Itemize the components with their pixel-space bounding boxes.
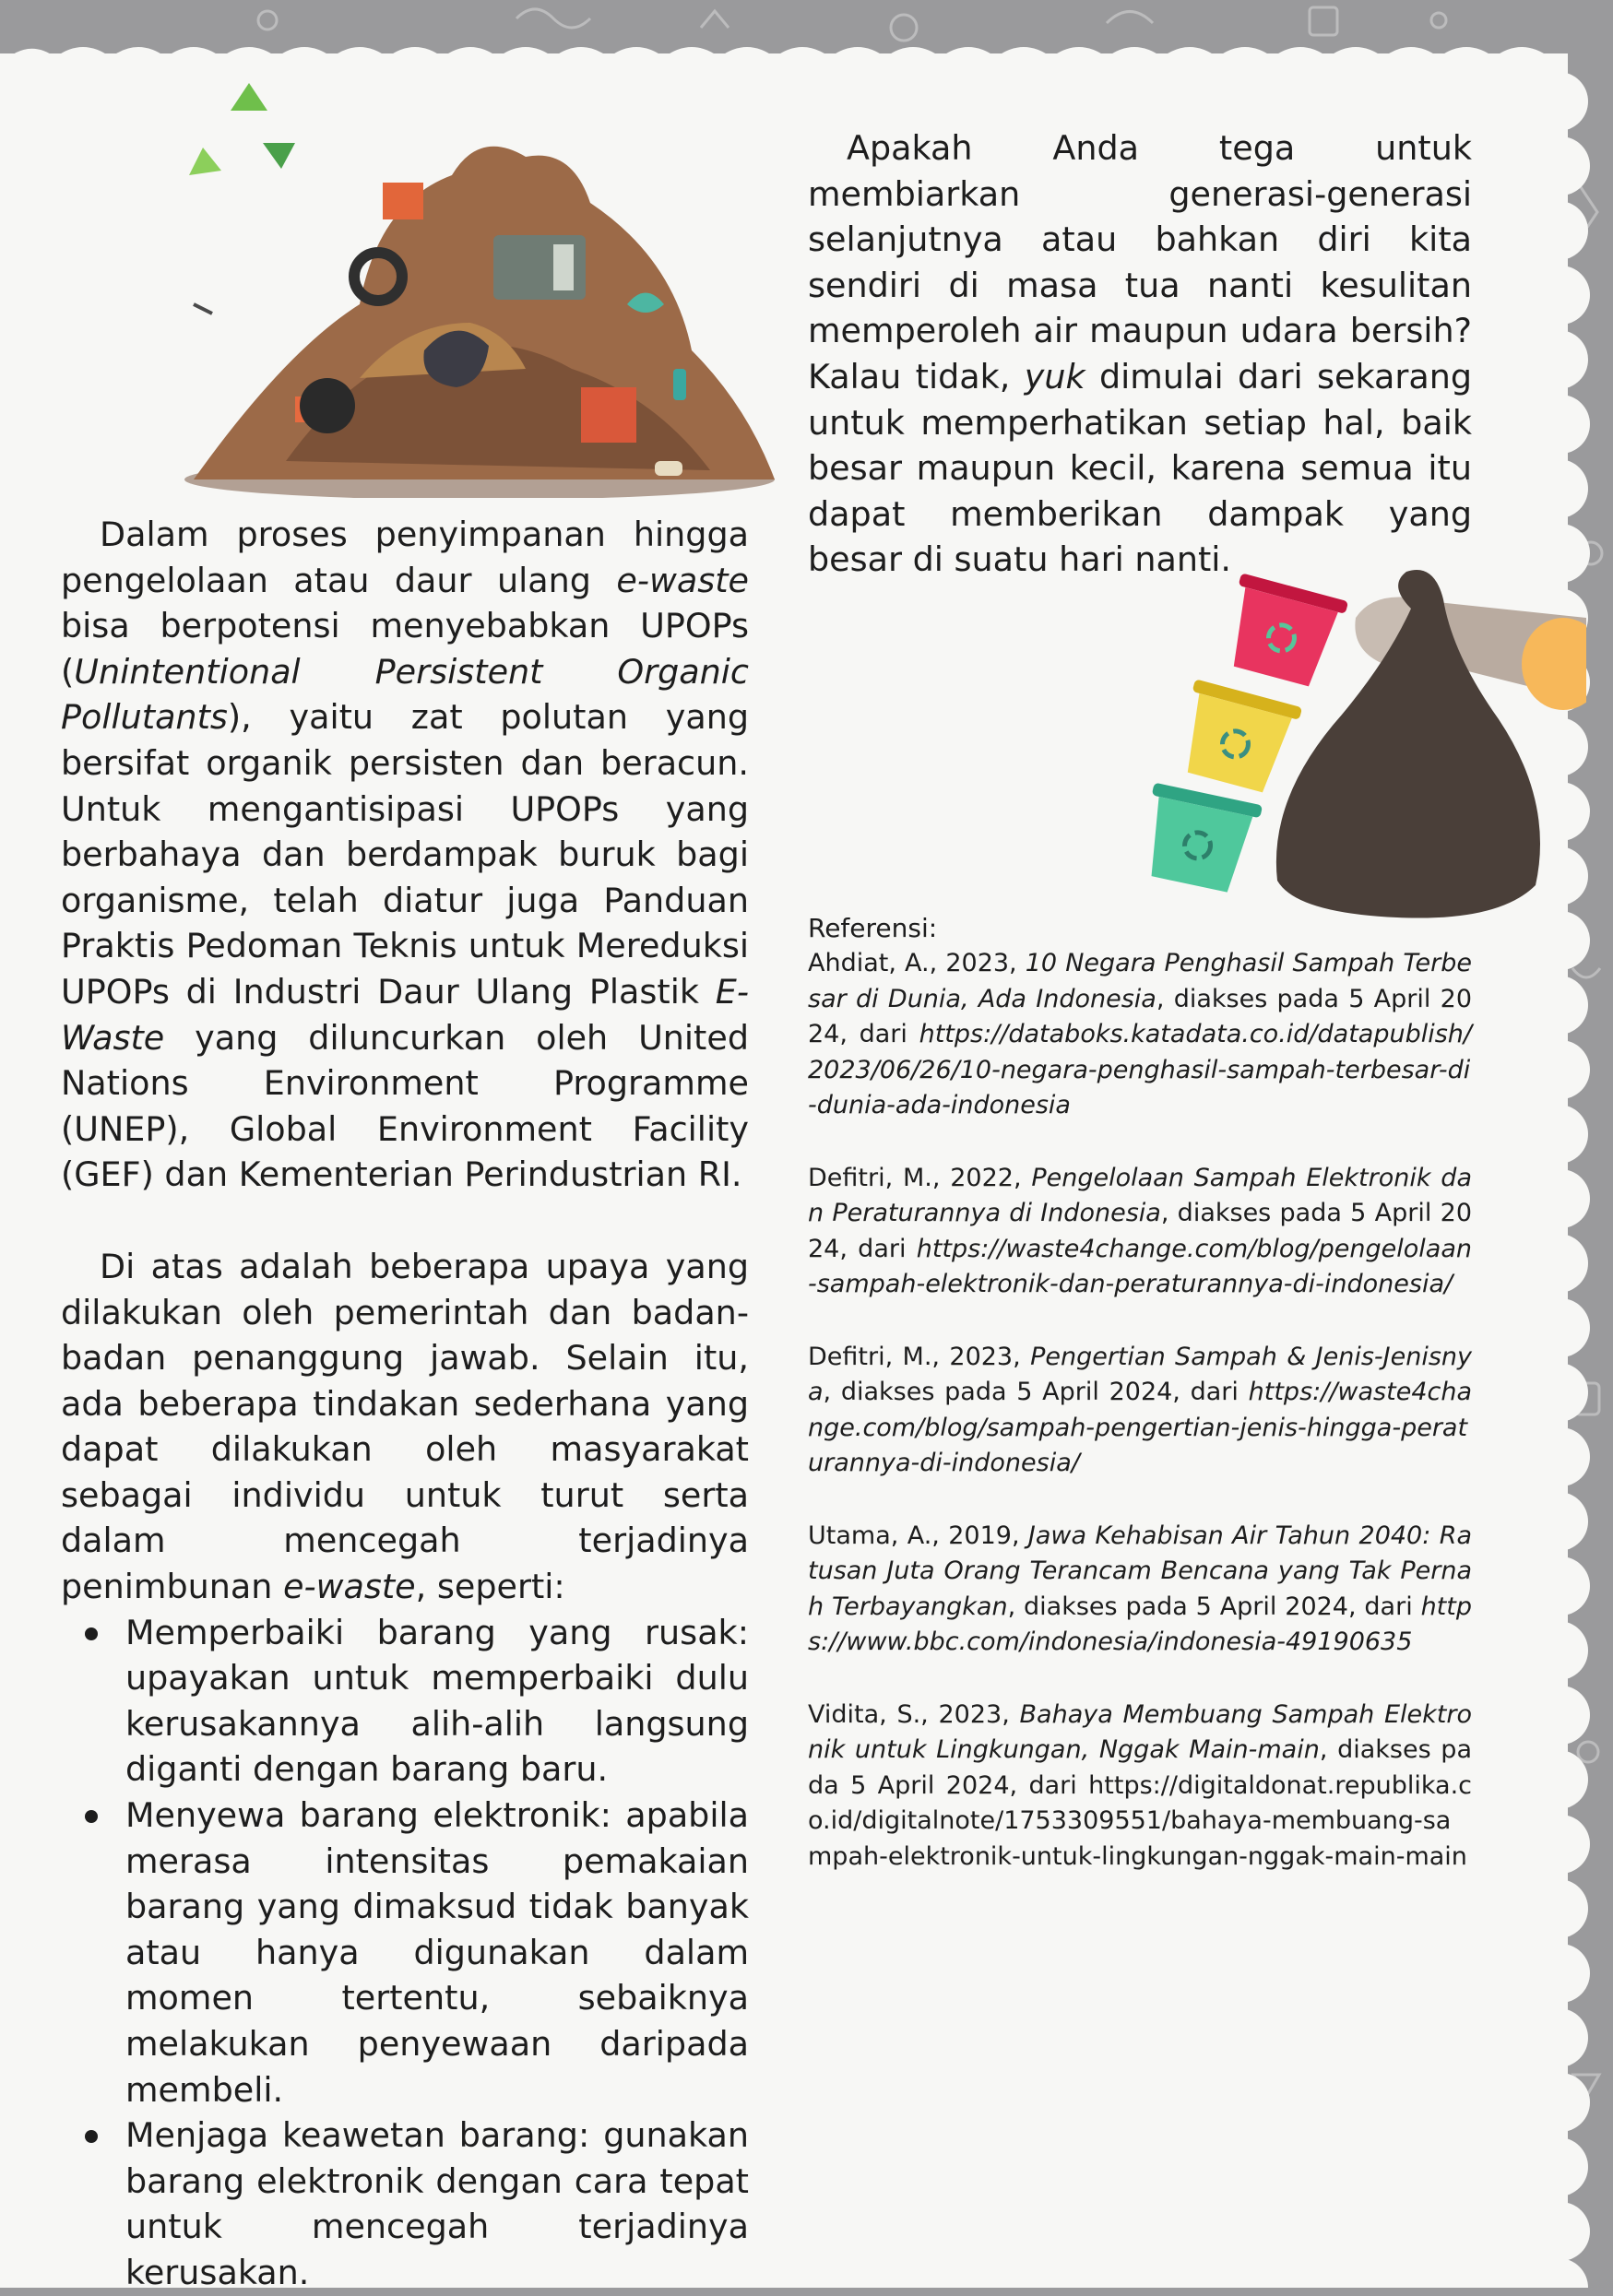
ref-author: Defitri, M., 2023, <box>808 1342 1031 1371</box>
ref-title: Bahaya Membuang Sampah Elektronik untuk Lingkungan, Nggak Main-main <box>808 1699 1472 1764</box>
reference-item <box>808 1161 1472 1303</box>
ref-title: Pengertian Sampah & Jenis-Jenisnya <box>808 1342 1472 1406</box>
ref-access: , diakses pada 5 April 2024, dari <box>808 1199 1472 1263</box>
list-item <box>125 1610 749 1793</box>
ref-title: Jawa Kehabisan Air Tahun 2040: Ratusan Juta Orang Terancam Bencana yang Tak Pernah Terbayangkan <box>808 1521 1473 1621</box>
garbage-heap-illustration <box>175 74 784 498</box>
text-fragment: bisa berpotensi menyebabkan UPOPs ( <box>61 606 749 692</box>
text-fragment: Apakah Anda tega untuk membiarkan generasi-generasi selanjutnya atau bahkan diri kita sendiri di masa tua nanti kesulitan memperoleh air maupun udara bersih? Kalau tidak, <box>808 128 1472 396</box>
text-fragment: ), yaitu zat polutan yang bersifat organik persisten dan beracun. Untuk mengantisipasi UPOPs yang berbahaya dan berdampak buruk bagi organisme, telah diatur juga Panduan Praktis Pedoman Teknis untuk Mereduksi UPOPs di Industri Daur Ulang Plastik <box>61 697 749 1012</box>
reference-item <box>808 1698 1472 1876</box>
text-fragment: , seperti: <box>415 1567 565 1607</box>
ref-access: , diakses pada 5 April 2024, dari <box>1007 1592 1421 1621</box>
bullet-icon <box>85 2130 98 2143</box>
ref-link[interactable]: https://www.bbc.com/indonesia/indonesia-49190635 <box>808 1592 1472 1656</box>
list-item <box>125 2113 749 2295</box>
ref-link[interactable]: https://databoks.katadata.co.id/datapublish/2023/06/26/10-negara-penghasil-sampah-terbesar-di-dunia-ada-indonesia <box>808 1020 1472 1119</box>
text-fragment: Dalam proses penyimpanan hingga pengelolaan atau daur ulang <box>61 515 749 600</box>
ref-author: Ahdiat, A., 2023, <box>808 949 1026 977</box>
reference-item <box>808 946 1472 1124</box>
left-column <box>61 512 749 2296</box>
spacer <box>61 1198 749 1244</box>
right-column <box>808 125 1472 583</box>
text-fragment: yang diluncurkan oleh United Nations Environment Programme (UNEP), Global Environment Facility (GEF) dan Kementerian Perindustrian RI. <box>61 1017 749 1195</box>
text-fragment: Di atas adalah beberapa upaya yang dilakukan oleh pemerintah dan badan-badan penanggung jawab. Selain itu, ada beberapa tindakan sederhana yang dapat dilakukan oleh masyarakat sebagai individu untuk turut serta dalam mencegah terjadinya penimbunan <box>61 1246 749 1607</box>
italic-term: e-waste <box>283 1567 416 1607</box>
list-item-text: Memperbaiki barang yang rusak: upayakan untuk memperbaiki dulu kerusakannya alih-alih langsung diganti dengan barang baru. <box>125 1612 749 1790</box>
ref-author: Defitri, M., 2022, <box>808 1163 1032 1192</box>
recycle-bins-illustration <box>1107 562 1586 922</box>
italic-term: E-Waste <box>61 971 749 1058</box>
ref-link[interactable]: https://digitaldonat.republika.co.id/digitalnote/1753309551/bahaya-membuang-sampah-elektronik-untuk-lingkungan-nggak-main-main <box>808 1770 1472 1871</box>
references-heading: Referensi: <box>808 913 938 943</box>
ref-access: , diakses pada 5 April 2024, dari <box>808 1735 1472 1800</box>
ref-link[interactable]: https://waste4change.com/blog/sampah-pengertian-jenis-hingga-peraturannya-di-indonesia/ <box>808 1378 1472 1477</box>
paragraph-call-to-action <box>808 125 1472 583</box>
italic-term: yuk <box>1024 356 1085 396</box>
bullet-icon <box>85 1627 98 1640</box>
references-section <box>808 911 1472 1911</box>
ref-access: , diakses pada 5 April 2024, dari <box>808 984 1472 1048</box>
ref-access: , diakses pada 5 April 2024, dari <box>823 1378 1249 1406</box>
ref-title: Pengelolaan Sampah Elektronik dan Peraturannya di Indonesia <box>808 1163 1472 1227</box>
ref-author: Vidita, S., 2023, <box>808 1699 1020 1729</box>
paragraph-actions <box>61 1244 749 1610</box>
ref-author: Utama, A., 2019, <box>808 1521 1028 1550</box>
ref-link[interactable]: https://waste4change.com/blog/pengelolaan-sampah-elektronik-dan-peraturannya-di-indonesia/ <box>808 1234 1472 1298</box>
bullet-icon <box>85 1810 98 1823</box>
text-fragment: dimulai dari sekarang untuk memperhatikan setiap hal, baik besar maupun kecil, karena semua itu dapat memberikan dampak yang besar di suatu hari nanti. <box>808 356 1472 580</box>
list-item <box>125 1793 749 2113</box>
ref-title: 10 Negara Penghasil Sampah Terbesar di Dunia, Ada Indonesia <box>808 949 1472 1013</box>
recycle-icon <box>189 83 295 175</box>
list-item-text: Menyewa barang elektronik: apabila merasa intensitas pemakaian barang yang dimaksud tidak banyak atau hanya digunakan dalam momen tertentu, sebaiknya melakukan penyewaan daripada membeli. <box>125 1795 749 2110</box>
italic-term: Unintentional Persistent Organic Pollutants <box>61 651 749 738</box>
italic-term: e-waste <box>616 560 749 600</box>
reference-item <box>808 1340 1472 1482</box>
reference-item <box>808 1519 1472 1661</box>
tips-list <box>61 1610 749 2296</box>
paragraph-upops <box>61 512 749 1198</box>
list-item-text: Menjaga keawetan barang: gunakan barang elektronik dengan cara tepat untuk mencegah terjadinya kerusakan. <box>125 2115 749 2292</box>
